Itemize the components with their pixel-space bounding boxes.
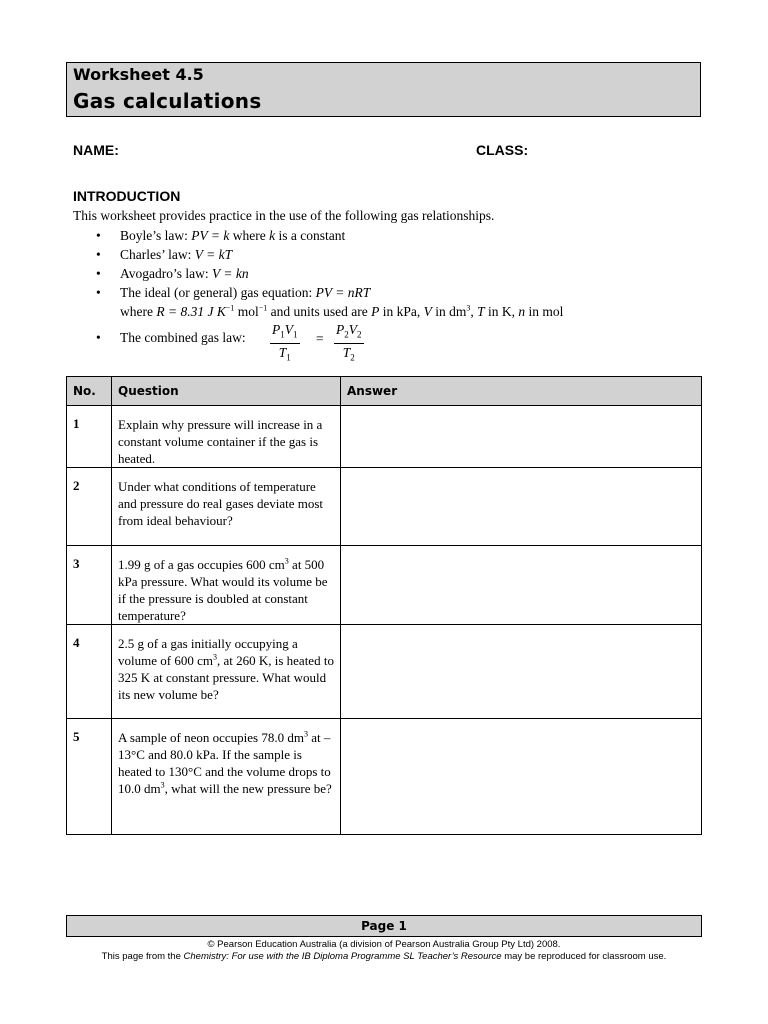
answer-cell[interactable] <box>341 719 702 835</box>
header-answer: Answer <box>341 377 702 406</box>
header-no: No. <box>67 377 112 406</box>
combined-right-fraction: $\frac{P_2V_2}{T_2}$ <box>336 322 362 363</box>
worksheet-title: Gas calculations <box>73 89 262 113</box>
answer-cell[interactable] <box>341 468 702 546</box>
gas-laws-list <box>94 226 563 321</box>
answer-cell[interactable] <box>341 406 702 468</box>
list-item-boyle: • Boyle’s law: PV = k where k is a constant <box>94 226 563 245</box>
questions-table <box>66 376 702 835</box>
page-number-bar <box>66 915 702 937</box>
name-label: NAME: <box>73 142 119 158</box>
table-row <box>67 625 702 719</box>
question-number: 2 <box>67 468 112 546</box>
question-text: A sample of neon occupies 78.0 $dm^3$ at –13°C and 80.0 kPa. If the sample is heated to 130°C and the volume drops to 10.0 $dm^3$, what will the new pressure be? <box>112 719 341 835</box>
question-text: 2.5 g of a gas initially occupying a volume of 600 $cm^3$, at 260 K, is heated to 325 K at constant pressure. What would its new volume be? <box>112 625 341 719</box>
answer-cell[interactable] <box>341 546 702 625</box>
list-item-ideal-gas: • The ideal (or general) gas equation: PV = nRT where R = 8.31 J $K^{-1}$ mol$^{-1}$ and units used are P in kPa, V in $dm^3$, T in K, n in mol <box>94 283 563 321</box>
introduction-text: This worksheet provides practice in the use of the following gas relationships. <box>73 208 495 223</box>
answer-cell[interactable] <box>341 625 702 719</box>
question-number: 3 <box>67 546 112 625</box>
list-item-charles: • Charles’ law: V = kT <box>94 245 563 264</box>
introduction-heading: INTRODUCTION <box>73 188 181 204</box>
ideal-gas-units: where R = 8.31 J $K^{-1}$ mol$^{-1}$ and units used are P in kPa, V in $dm^3$, T in K, n in mol <box>120 303 564 319</box>
book-title: Chemistry: For use with the IB Diploma Programme SL Teacher’s Resource <box>183 951 502 962</box>
equals-sign: = <box>316 331 324 346</box>
combined-gas-law-label: The combined gas law: <box>120 330 246 345</box>
class-label: CLASS: <box>476 142 529 158</box>
question-number: 1 <box>67 406 112 468</box>
worksheet-header <box>66 62 701 117</box>
question-text: Explain why pressure will increase in a constant volume container if the gas is heated. <box>112 406 341 468</box>
list-item-avogadro: • Avogadro’s law: V = kn <box>94 264 563 283</box>
worksheet-number: Worksheet 4.5 <box>73 65 204 84</box>
table-row <box>67 719 702 835</box>
reproduction-notice: This page from the Chemistry: For use with the IB Diploma Programme SL Teacher’s Resource may be reproduced for classroom use. <box>101 951 667 962</box>
table-row <box>67 468 702 546</box>
page-number: Page 1 <box>361 919 407 933</box>
copyright-notice: © Pearson Education Australia (a division of Pearson Australia Group Pty Ltd) 2008. <box>207 939 561 950</box>
table-row <box>67 406 702 468</box>
question-text: 1.99 g of a gas occupies 600 $cm^3$ at 500 kPa pressure. What would its volume be if the pressure is doubled at constant temperature? <box>112 546 341 625</box>
header-question: Question <box>112 377 341 406</box>
table-row <box>67 546 702 625</box>
question-number: 5 <box>67 719 112 835</box>
question-text: Under what conditions of temperature and pressure do real gases deviate most from ideal behaviour? <box>112 468 341 546</box>
combined-left-fraction: $\frac{P_1V_1}{T_1}$ <box>272 322 298 363</box>
table-header-row <box>67 377 702 406</box>
question-number: 4 <box>67 625 112 719</box>
